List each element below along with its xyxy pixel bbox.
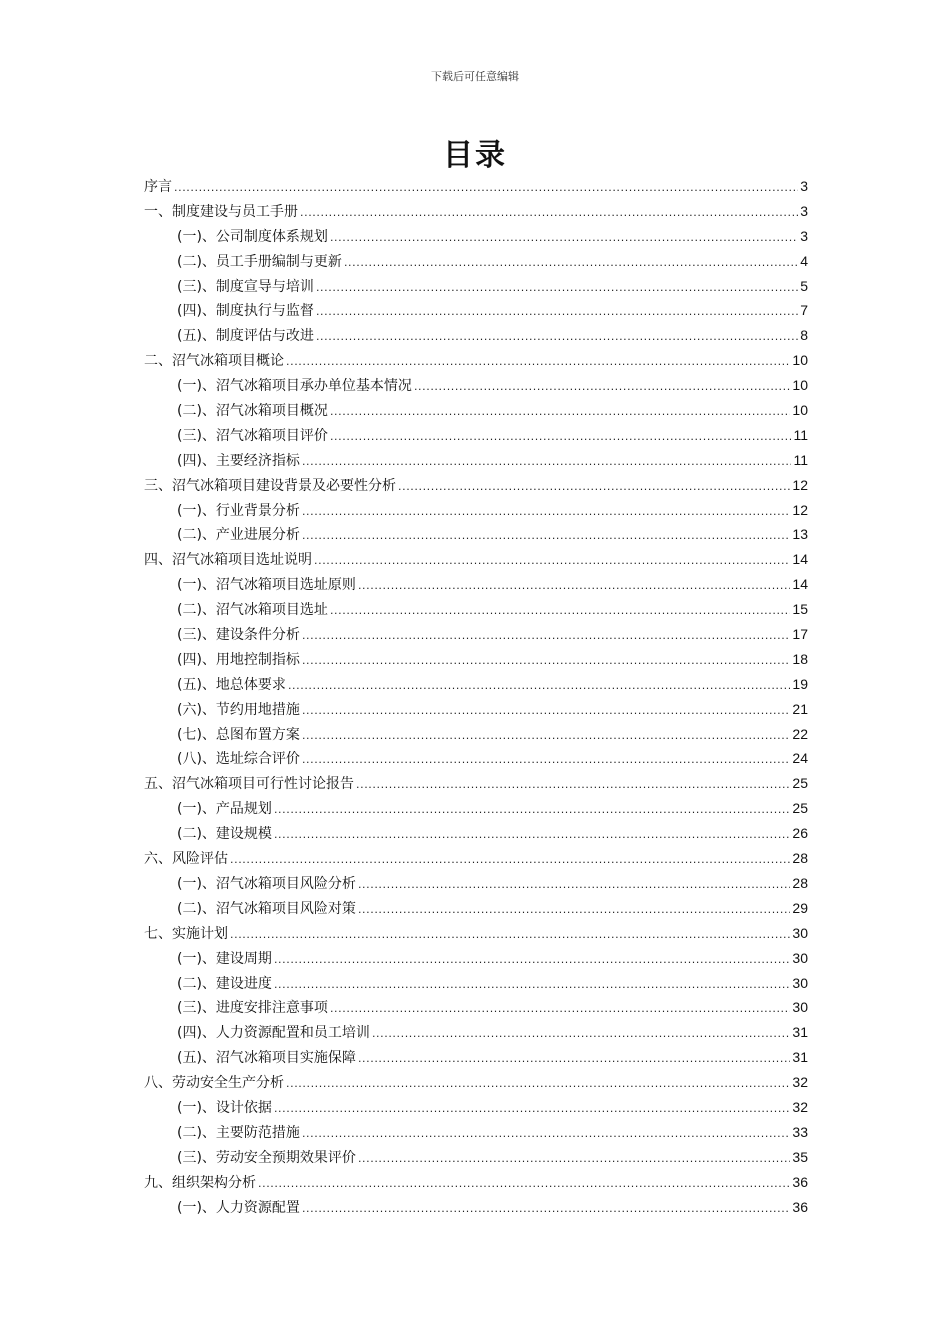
toc-entry-text: (四)、主要经济指标 [177, 452, 300, 469]
toc-entry[interactable] [144, 224, 808, 249]
toc-page-number: 30 [792, 924, 808, 941]
toc-list [144, 174, 808, 1219]
toc-dot-leader [302, 747, 790, 773]
toc-dot-leader [274, 1096, 790, 1122]
toc-page-number: 28 [792, 850, 808, 867]
toc-entry[interactable] [144, 871, 808, 896]
toc-dot-leader [230, 922, 790, 948]
toc-entry[interactable] [144, 274, 808, 299]
toc-entry[interactable] [144, 971, 808, 996]
toc-entry-text: (四)、人力资源配置和员工培训 [177, 1025, 370, 1042]
toc-page-number: 32 [792, 1074, 808, 1091]
toc-dot-leader [274, 797, 790, 823]
toc-entry-text: (二)、产业进展分析 [177, 527, 300, 544]
toc-entry-text: (五)、地总体要求 [177, 676, 286, 693]
toc-entry-text: (一)、行业背景分析 [177, 502, 300, 519]
toc-dot-leader [302, 623, 790, 649]
toc-dot-leader [316, 299, 798, 325]
toc-page-number: 11 [793, 451, 808, 468]
toc-entry[interactable] [144, 473, 808, 498]
toc-entry[interactable] [144, 946, 808, 971]
toc-entry[interactable] [144, 771, 808, 796]
toc-entry-text: (二)、主要防范措施 [177, 1124, 300, 1141]
toc-page-number: 31 [792, 1049, 808, 1066]
toc-entry-text: (三)、沼气冰箱项目评价 [177, 427, 328, 444]
toc-entry-text: (一)、沼气冰箱项目承办单位基本情况 [177, 378, 412, 395]
toc-dot-leader [330, 424, 792, 450]
toc-entry-text: (七)、总图布置方案 [177, 726, 300, 743]
toc-entry-text: (二)、沼气冰箱项目选址 [177, 602, 328, 619]
toc-dot-leader [330, 225, 798, 251]
toc-dot-leader [302, 698, 790, 724]
toc-dot-leader [302, 648, 790, 674]
toc-page-number: 35 [792, 1148, 808, 1165]
toc-dot-leader [302, 1121, 790, 1147]
toc-entry-text: (五)、沼气冰箱项目实施保障 [177, 1050, 356, 1067]
toc-entry[interactable] [144, 722, 808, 747]
toc-dot-leader [358, 872, 790, 898]
toc-entry-text: (一)、沼气冰箱项目选址原则 [177, 577, 356, 594]
toc-dot-leader [274, 972, 790, 998]
toc-entry[interactable] [144, 697, 808, 722]
toc-entry-text: (三)、制度宣导与培训 [177, 278, 314, 295]
toc-dot-leader [414, 374, 790, 400]
toc-dot-leader [316, 275, 798, 301]
toc-entry[interactable] [144, 448, 808, 473]
toc-dot-leader [302, 723, 790, 749]
toc-entry[interactable] [144, 249, 808, 274]
toc-entry[interactable] [144, 1020, 808, 1045]
toc-entry-text: (二)、沼气冰箱项目概况 [177, 403, 328, 420]
toc-entry-text: 序言 [144, 179, 172, 195]
toc-entry[interactable] [144, 1170, 808, 1195]
toc-entry-text: (四)、用地控制指标 [177, 651, 300, 668]
toc-entry-text: (一)、建设周期 [177, 950, 272, 967]
toc-dot-leader [274, 947, 790, 973]
toc-page-number: 13 [792, 526, 808, 543]
toc-entry-text: (二)、沼气冰箱项目风险对策 [177, 900, 356, 917]
toc-entry-text: (二)、员工手册编制与更新 [177, 253, 342, 270]
toc-dot-leader [302, 449, 792, 475]
toc-entry-text: 五、沼气冰箱项目可行性讨论报告 [144, 776, 354, 793]
toc-dot-leader [302, 523, 790, 549]
toc-entry[interactable] [144, 1070, 808, 1095]
toc-entry[interactable] [144, 896, 808, 921]
toc-dot-leader [314, 548, 790, 574]
toc-page-number: 36 [792, 1198, 808, 1215]
toc-page-number: 21 [792, 700, 808, 717]
toc-dot-leader [344, 250, 798, 276]
toc-entry[interactable] [144, 796, 808, 821]
toc-dot-leader [274, 822, 790, 848]
toc-entry[interactable] [144, 1145, 808, 1170]
toc-page-number: 32 [792, 1098, 808, 1115]
toc-entry-text: 四、沼气冰箱项目选址说明 [144, 552, 312, 569]
toc-entry-text: 六、风险评估 [144, 851, 228, 868]
toc-entry[interactable] [144, 622, 808, 647]
toc-entry-text: (一)、公司制度体系规划 [177, 228, 328, 245]
toc-entry[interactable] [144, 547, 808, 572]
header-note: 下载后可任意编辑 [431, 70, 519, 83]
toc-entry-text: (一)、设计依据 [177, 1099, 272, 1116]
toc-dot-leader [286, 349, 790, 375]
toc-dot-leader [398, 474, 790, 500]
toc-page-number: 22 [792, 725, 808, 742]
toc-page-number: 10 [792, 377, 808, 394]
toc-page-number: 28 [792, 874, 808, 891]
toc-entry-text: 一、制度建设与员工手册 [144, 203, 298, 220]
toc-entry-text: 二、沼气冰箱项目概论 [144, 353, 284, 370]
toc-page-number: 26 [792, 825, 808, 842]
toc-entry[interactable] [144, 323, 808, 348]
toc-page-number: 30 [792, 999, 808, 1016]
toc-dot-leader [358, 1046, 790, 1072]
toc-entry[interactable] [144, 995, 808, 1020]
toc-page-number: 30 [792, 974, 808, 991]
toc-entry-text: 七、实施计划 [144, 925, 228, 942]
toc-page-number: 33 [792, 1123, 808, 1140]
toc-dot-leader [300, 200, 798, 226]
toc-page-number: 25 [792, 800, 808, 817]
toc-page-number: 3 [800, 178, 808, 194]
toc-dot-leader [288, 673, 790, 699]
toc-page-number: 3 [800, 202, 808, 219]
toc-entry-text: (三)、建设条件分析 [177, 627, 300, 644]
toc-entry-text: (二)、建设规模 [177, 826, 272, 843]
toc-page-number: 36 [792, 1173, 808, 1190]
toc-entry[interactable] [144, 174, 808, 199]
toc-dot-leader [174, 175, 798, 201]
toc-page-number: 17 [792, 626, 808, 643]
toc-entry[interactable] [144, 1120, 808, 1145]
toc-entry-text: (三)、劳动安全预期效果评价 [177, 1149, 356, 1166]
toc-entry-text: (一)、产品规划 [177, 801, 272, 818]
toc-entry-text: 八、劳动安全生产分析 [144, 1075, 284, 1092]
toc-page-number: 10 [792, 352, 808, 369]
toc-dot-leader [316, 324, 798, 350]
toc-page-number: 11 [793, 426, 808, 443]
toc-page-number: 29 [792, 899, 808, 916]
toc-entry-text: (六)、节约用地措施 [177, 701, 300, 718]
toc-dot-leader [302, 1196, 790, 1222]
toc-page-number: 18 [792, 650, 808, 667]
toc-dot-leader [358, 1146, 790, 1172]
toc-dot-leader [330, 996, 790, 1022]
toc-dot-leader [372, 1021, 790, 1047]
toc-entry[interactable] [144, 572, 808, 597]
toc-page-number: 10 [792, 402, 808, 419]
toc-page-number: 5 [800, 277, 808, 294]
toc-entry-text: (三)、进度安排注意事项 [177, 1000, 328, 1017]
toc-entry-text: (五)、制度评估与改进 [177, 328, 314, 345]
toc-page-number: 14 [792, 551, 808, 568]
toc-entry[interactable] [144, 821, 808, 846]
toc-page-number: 24 [792, 750, 808, 767]
toc-dot-leader [358, 573, 790, 599]
toc-entry-text: (四)、制度执行与监督 [177, 303, 314, 320]
toc-entry[interactable] [144, 373, 808, 398]
toc-dot-leader [230, 847, 790, 873]
toc-page-number: 15 [792, 601, 808, 618]
toc-entry[interactable] [144, 298, 808, 323]
toc-dot-leader [258, 1171, 790, 1197]
toc-page-number: 19 [792, 675, 808, 692]
toc-page-number: 12 [792, 501, 808, 518]
toc-entry[interactable] [144, 746, 808, 771]
toc-page-number: 31 [792, 1024, 808, 1041]
toc-page-number: 4 [800, 252, 808, 269]
toc-entry[interactable] [144, 498, 808, 523]
toc-dot-leader [356, 772, 790, 798]
toc-dot-leader [330, 399, 790, 425]
toc-page-number: 25 [792, 775, 808, 792]
toc-page-number: 12 [792, 476, 808, 493]
toc-page-number: 3 [800, 227, 808, 244]
toc-entry-text: (二)、建设进度 [177, 975, 272, 992]
toc-entry[interactable] [144, 1195, 808, 1220]
toc-entry[interactable] [144, 647, 808, 672]
toc-entry-text: (一)、沼气冰箱项目风险分析 [177, 875, 356, 892]
toc-entry[interactable] [144, 348, 808, 373]
toc-page-number: 30 [792, 949, 808, 966]
toc-entry[interactable] [144, 522, 808, 547]
toc-entry[interactable] [144, 398, 808, 423]
toc-entry-text: (八)、选址综合评价 [177, 751, 300, 768]
toc-entry-text: (一)、人力资源配置 [177, 1199, 300, 1216]
toc-entry[interactable] [144, 1045, 808, 1070]
toc-page-number: 8 [800, 327, 808, 344]
toc-page-number: 14 [792, 576, 808, 593]
toc-dot-leader [330, 598, 790, 624]
toc-title: 目录 [443, 138, 507, 173]
toc-entry[interactable] [144, 199, 808, 224]
toc-entry[interactable] [144, 672, 808, 697]
toc-dot-leader [286, 1071, 790, 1097]
toc-entry[interactable] [144, 921, 808, 946]
toc-entry[interactable] [144, 597, 808, 622]
toc-entry[interactable] [144, 846, 808, 871]
toc-dot-leader [302, 499, 790, 525]
toc-dot-leader [358, 897, 790, 923]
toc-entry[interactable] [144, 1095, 808, 1120]
toc-entry[interactable] [144, 423, 808, 448]
toc-entry-text: 三、沼气冰箱项目建设背景及必要性分析 [144, 477, 396, 494]
toc-page-number: 7 [800, 302, 808, 319]
toc-entry-text: 九、组织架构分析 [144, 1174, 256, 1191]
